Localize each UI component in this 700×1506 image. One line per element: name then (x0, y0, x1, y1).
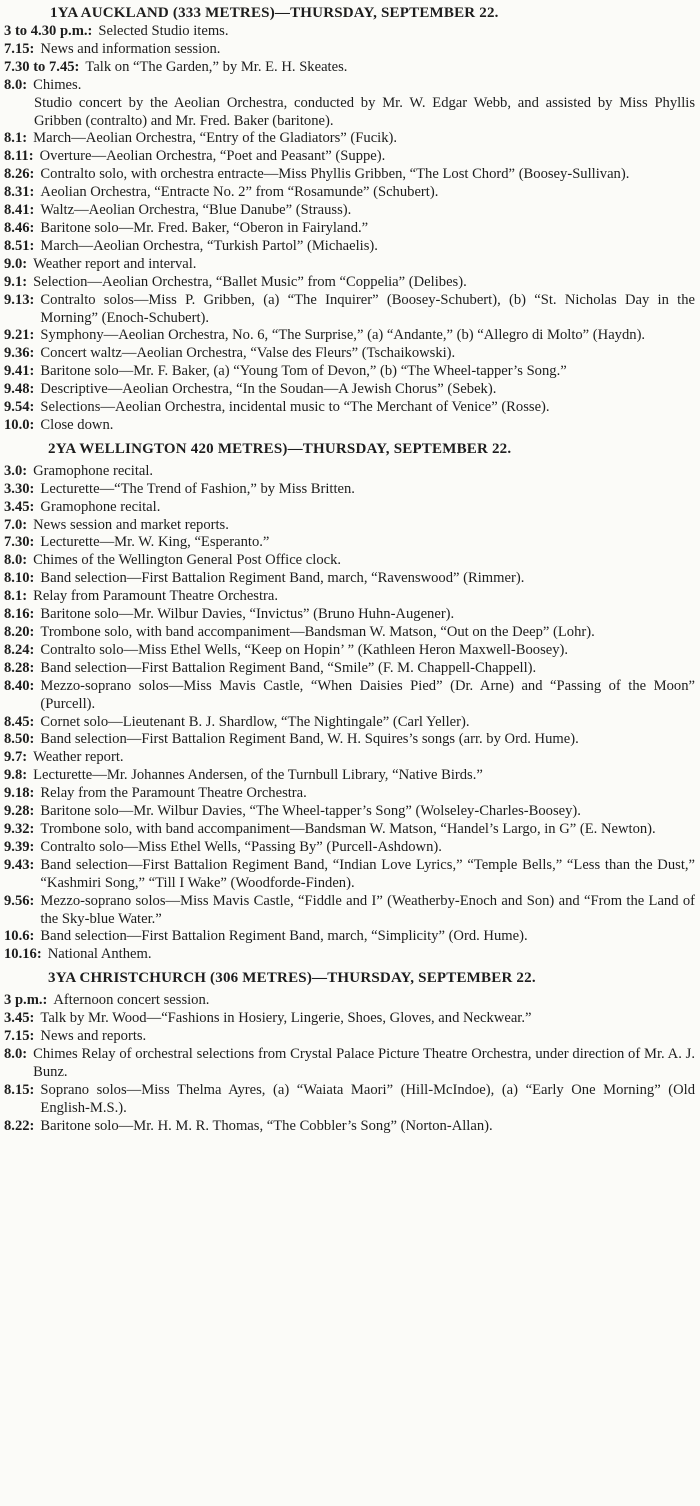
programme-entry (4, 749, 695, 767)
entry-text: Lecturette—Mr. W. King, “Esperanto.” (40, 534, 270, 551)
entry-time: 8.10 : (4, 570, 34, 588)
programme-entry (4, 803, 695, 821)
programme-entry (4, 534, 695, 552)
programme-entry (4, 148, 695, 166)
entry-time: 8.31 : (4, 184, 34, 202)
programme-entry (4, 202, 695, 220)
entry-time: 9.54 : (4, 399, 34, 417)
section-heading: 2YA WELLINGTON 420 METRES)—THURSDAY, SEPTEMBER 22. (48, 440, 512, 457)
entry-time: 3 p.m. : (4, 992, 47, 1010)
entry-text: National Anthem. (47, 946, 152, 963)
programme-list (4, 23, 695, 435)
programme-entry (4, 1118, 695, 1136)
programme-entry (4, 327, 695, 345)
entry-time: 8.0 : (4, 552, 27, 570)
programme-entry (4, 857, 695, 893)
entry-text: Selected Studio items. (98, 23, 229, 39)
entry-time: 8.26 : (4, 166, 34, 184)
entry-time: 8.41 : (4, 202, 34, 220)
entry-time: 10.6 : (4, 928, 34, 946)
entry-time: 9.56 : (4, 893, 34, 929)
entry-text: Band selection—First Battalion Regiment Band, march, “Ravenswood” (Rimmer). (40, 570, 525, 587)
entry-time: 9.0 : (4, 256, 27, 274)
entry-time: 9.7 : (4, 749, 27, 767)
entry-time: 9.43 : (4, 857, 34, 893)
entry-time: 7.15 : (4, 1028, 34, 1046)
entry-text: Relay from Paramount Theatre Orchestra. (33, 588, 279, 605)
entry-time: 10.16 : (4, 946, 42, 964)
entry-time: 9.39 : (4, 839, 34, 857)
entry-time: 8.50 : (4, 731, 34, 749)
entry-text: Lecturette—Mr. Johannes Andersen, of the Turnbull Library, “Native Birds.” (33, 767, 483, 784)
programme-entry (4, 624, 695, 642)
programme-entry (4, 517, 695, 535)
entry-text: Band selection—First Battalion Regiment Band, W. H. Squires’s songs (arr. by Ord. Hume). (40, 731, 579, 748)
entry-time: 9.18 : (4, 785, 34, 803)
entry-time: 9.41 : (4, 363, 34, 381)
entry-text: Talk by Mr. Wood—“Fashions in Hosiery, Lingerie, Shoes, Gloves, and Neckwear.” (40, 1010, 532, 1027)
entry-time: 8.11 : (4, 148, 34, 166)
programme-entry (4, 1028, 695, 1046)
entry-time: 9.28 : (4, 803, 34, 821)
entry-time: 8.1 : (4, 130, 27, 148)
programme-entry (4, 714, 695, 732)
entry-text: Contralto solo, with orchestra entracte—Miss Phyllis Gribben, “The Lost Chord” (Boosey-Sullivan). (40, 166, 630, 183)
programme-entry (4, 992, 695, 1010)
entry-text: Gramophone recital. (33, 462, 154, 479)
programme-entry (4, 77, 695, 95)
entry-time: 9.13 : (4, 292, 34, 328)
entry-text: Baritone solo—Mr. H. M. R. Thomas, “The Cobbler’s Song” (Norton-Allan). (40, 1117, 493, 1134)
entry-text: Close down. (40, 416, 114, 433)
entry-text: March—Aeolian Orchestra, “Entry of the Gladiators” (Fucik). (33, 130, 398, 147)
entry-text: Mezzo-soprano solos—Miss Mavis Castle, “Fiddle and I” (Weatherby-Enoch and Son) and “From the Land of the Sky-blue Water.” (40, 892, 695, 927)
entry-text: Chimes Relay of orchestral selections from Crystal Palace Picture Theatre Orchestra, under direction of Mr. A. J. Bunz. (33, 1045, 695, 1080)
programme-entry (4, 166, 695, 184)
programme-entry (4, 292, 695, 328)
entry-text: Talk on “The Garden,” by Mr. E. H. Skeates. (85, 58, 348, 75)
programme-entry (4, 606, 695, 624)
programme-entry (4, 417, 695, 435)
entry-text: Baritone solo—Mr. Wilbur Davies, “The Wheel-tapper’s Song” (Wolseley-Charles-Boosey). (40, 803, 581, 820)
entry-text: Aeolian Orchestra, “Entracte No. 2” from “Rosamunde” (Schubert). (40, 184, 439, 201)
programme-entry (4, 767, 695, 785)
programme-entry (4, 130, 695, 148)
entry-time: 7.0 : (4, 517, 27, 535)
entry-text: Soprano solos—Miss Thelma Ayres, (a) “Waiata Maori” (Hill-McIndoe), (a) “Early One Morning” (Old English-M.S.). (40, 1081, 695, 1116)
programme-entry (4, 731, 695, 749)
entry-time: 8.22 : (4, 1118, 34, 1136)
entry-time: 9.8 : (4, 767, 27, 785)
entry-time: 8.45 : (4, 714, 34, 732)
entry-text: Overture—Aeolian Orchestra, “Poet and Peasant” (Suppe). (39, 148, 386, 165)
entry-text: Relay from the Paramount Theatre Orchestra. (40, 785, 307, 802)
entry-text: Descriptive—Aeolian Orchestra, “In the Soudan—A Jewish Chorus” (Sebek). (40, 381, 497, 398)
entry-text: Weather report and interval. (33, 255, 197, 272)
entry-text: Band selection—First Battalion Regiment Band, march, “Simplicity” (Ord. Hume). (40, 928, 528, 945)
entry-time: 9.1 : (4, 274, 27, 292)
entry-time: 3.0 : (4, 463, 27, 481)
entry-time: 8.40 : (4, 678, 34, 714)
entry-time: 7.30 to 7.45 : (4, 59, 79, 77)
entry-text: Baritone solo—Mr. F. Baker, (a) “Young Tom of Devon,” (b) “The Wheel-tapper’s Song.” (40, 363, 567, 380)
entry-text: Baritone solo—Mr. Wilbur Davies, “Invictus” (Bruno Huhn-Augener). (40, 606, 455, 623)
programme-entry (4, 588, 695, 606)
entry-text: News session and market reports. (33, 516, 229, 533)
programme-entry (4, 220, 695, 238)
entry-text: Concert waltz—Aeolian Orchestra, “Valse des Fleurs” (Tschaikowski). (40, 345, 456, 362)
programme-entry (4, 41, 695, 59)
entry-text: Symphony—Aeolian Orchestra, No. 6, “The Surprise,” (a) “Andante,” (b) “Allegro di Molto” (Haydn). (40, 327, 646, 344)
entry-time: 8.20 : (4, 624, 34, 642)
entry-time: 9.48 : (4, 381, 34, 399)
programme-entry (4, 274, 695, 292)
entry-time: 9.32 : (4, 821, 34, 839)
entry-text: News and information session. (40, 40, 221, 57)
programme-entry (4, 839, 695, 857)
programme-entry (4, 238, 695, 256)
programme-entry (4, 463, 695, 481)
programme-entry (4, 345, 695, 363)
entry-time: 8.1 : (4, 588, 27, 606)
section-heading: 1YA AUCKLAND (333 METRES)—THURSDAY, SEPTEMBER 22. (50, 5, 499, 21)
programme-entry (4, 552, 695, 570)
section-1ya-auckland (4, 4, 695, 435)
section-heading: 3YA CHRISTCHURCH (306 METRES)—THURSDAY, SEPTEMBER 22. (48, 970, 536, 987)
entry-text: Trombone solo, with band accompaniment—Bandsman W. Matson, “Handel’s Largo, in G” (E. Newton). (40, 820, 656, 837)
programme-entry (4, 1046, 695, 1082)
entry-text: News and reports. (40, 1028, 147, 1045)
entry-time: 3.45 : (4, 1010, 34, 1028)
programme-entry (4, 785, 695, 803)
programme-entry (4, 59, 695, 77)
programme-entry (4, 381, 695, 399)
programme-entry (4, 481, 695, 499)
entry-time: 9.21 : (4, 327, 34, 345)
entry-time: 8.28 : (4, 660, 34, 678)
entry-time: 10.0 : (4, 417, 34, 435)
entry-time: 8.46 : (4, 220, 34, 238)
entry-text: March—Aeolian Orchestra, “Turkish Partol” (Michaelis). (40, 237, 378, 254)
entry-time: 8.0 : (4, 77, 27, 95)
entry-text: Contralto solo—Miss Ethel Wells, “Passing By” (Purcell-Ashdown). (40, 838, 442, 855)
programme-entry (4, 928, 695, 946)
programme-entry (4, 256, 695, 274)
programme-entry (4, 363, 695, 381)
entry-text: Contralto solo—Miss Ethel Wells, “Keep on Hopin’ ” (Kathleen Heron Maxwell-Boosey). (40, 641, 569, 658)
programme-entry (4, 660, 695, 678)
section-2ya-wellington (4, 440, 695, 964)
entry-text: Cornet solo—Lieutenant B. J. Shardlow, “The Nightingale” (Carl Yeller). (40, 713, 470, 730)
entry-text: Contralto solos—Miss P. Gribben, (a) “The Inquirer” (Boosey-Schubert), (b) “St. Nicholas Day in the Morning” (Enoch-Schubert). (40, 291, 695, 326)
programme-entry (4, 95, 695, 131)
entry-text: Chimes of the Wellington General Post Office clock. (33, 552, 342, 569)
programme-entry (4, 399, 695, 417)
programme-list (4, 992, 695, 1135)
entry-time: 3.45 : (4, 499, 34, 517)
programme-entry (4, 184, 695, 202)
entry-time: 7.15 : (4, 41, 34, 59)
programme-entry (4, 499, 695, 517)
entry-text: Mezzo-soprano solos—Miss Mavis Castle, “When Daisies Pied” (Dr. Arne) and “Passing of the Moon” (Purcell). (40, 677, 695, 712)
entry-time: 9.36 : (4, 345, 34, 363)
entry-text: Band selection—First Battalion Regiment Band, “Smile” (F. M. Chappell-Chappell). (40, 659, 537, 676)
entry-time: 3.30 : (4, 481, 34, 499)
programme-entry (4, 946, 695, 964)
entry-text: Trombone solo, with band accompaniment—Bandsman W. Matson, “Out on the Deep” (Lohr). (40, 624, 595, 640)
programme-entry (4, 678, 695, 714)
entry-time: 8.16 : (4, 606, 34, 624)
programme-entry (4, 893, 695, 929)
entry-text: Selection—Aeolian Orchestra, “Ballet Music” from “Coppelia” (Delibes). (33, 273, 467, 290)
entry-text: Chimes. (33, 76, 82, 93)
entry-text: Studio concert by the Aeolian Orchestra, conducted by Mr. W. Edgar Webb, and assisted by Miss Phyllis Gribben (contralto) and Mr. Fred. Baker (baritone). (34, 94, 695, 129)
programme-entry (4, 642, 695, 660)
entry-time: 8.51 : (4, 238, 34, 256)
section-3ya-christchurch (4, 969, 695, 1135)
entry-text: Weather report. (33, 749, 124, 766)
entry-time: 8.24 : (4, 642, 34, 660)
entry-text: Lecturette—“The Trend of Fashion,” by Miss Britten. (40, 480, 355, 497)
entry-text: Baritone solo—Mr. Fred. Baker, “Oberon in Fairyland.” (40, 219, 369, 236)
programme-entry (4, 570, 695, 588)
entry-text: Waltz—Aeolian Orchestra, “Blue Danube” (Strauss). (40, 202, 352, 219)
entry-time: 8.0 : (4, 1046, 27, 1082)
programme-entry (4, 23, 695, 41)
programme-entry (4, 1010, 695, 1028)
entry-text: Gramophone recital. (40, 498, 161, 515)
entry-time: 3 to 4.30 p.m. : (4, 23, 92, 41)
programme-entry (4, 821, 695, 839)
entry-time: 7.30 : (4, 534, 34, 552)
entry-text: Afternoon concert session. (53, 992, 210, 1009)
programme-entry (4, 1082, 695, 1118)
entry-text: Selections—Aeolian Orchestra, incidental music to “The Merchant of Venice” (Rosse). (40, 399, 550, 416)
entry-time: 8.15 : (4, 1082, 34, 1118)
programme-list (4, 463, 695, 964)
entry-text: Band selection—First Battalion Regiment Band, “Indian Love Lyrics,” “Temple Bells,” “Less than the Dust,” “Kashmiri Song,” “Till I Wake” (Woodforde-Finden). (40, 856, 695, 891)
